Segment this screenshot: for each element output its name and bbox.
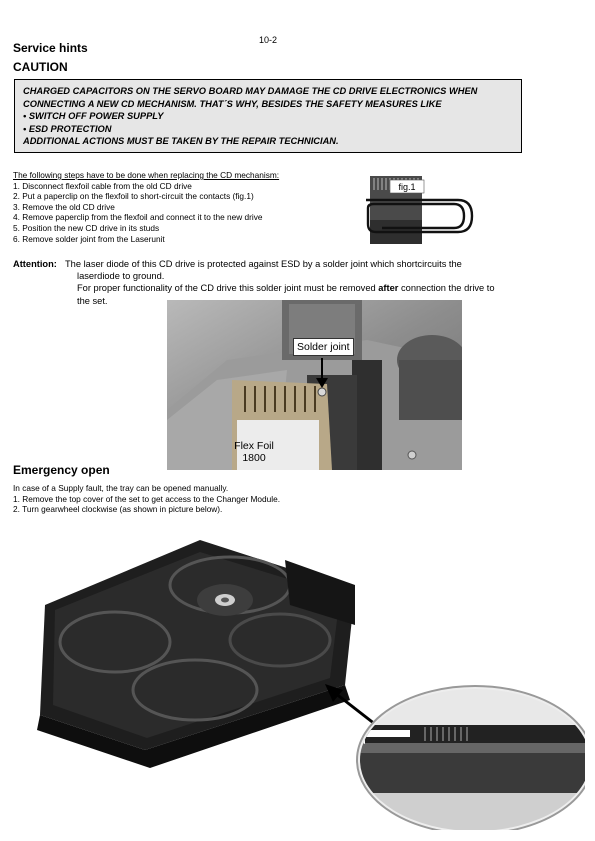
caution-line: ADDITIONAL ACTIONS MUST BE TAKEN BY THE REPAIR TECHNICIAN. xyxy=(23,136,339,146)
caution-line: CONNECTING A NEW CD MECHANISM. THAT´S WHY, BESIDES THE SAFETY MEASURES LIKE xyxy=(23,98,442,109)
page-number: 10-2 xyxy=(259,35,278,45)
step-item: 6. Remove solder joint from the Laserunit xyxy=(13,233,165,244)
attention-line: the set. xyxy=(77,295,108,306)
figure-paperclip-flexfoil xyxy=(360,170,478,250)
step-item: 1. Disconnect flexfoil cable from the old CD drive xyxy=(13,180,192,191)
steps-list xyxy=(13,181,279,245)
emergency-line: 2. Turn gearwheel clockwise (as shown in picture below). xyxy=(13,504,223,515)
attention-line: The laser diode of this CD drive is protected against ESD by a solder joint which shortcircuits the xyxy=(65,259,462,269)
caution-box xyxy=(14,79,522,153)
caution-line: • SWITCH OFF POWER SUPPLY xyxy=(23,111,164,121)
attention-label: Attention: xyxy=(13,259,57,269)
step-item: 3. Remove the old CD drive xyxy=(13,201,115,212)
emergency-line: 1. Remove the top cover of the set to get access to the Changer Module. xyxy=(13,493,281,504)
flex-foil-label xyxy=(229,440,279,464)
step-item: 4. Remove paperclip from the flexfoil and connect it to the new drive xyxy=(13,212,263,223)
fig1-label: fig.1 xyxy=(398,182,416,192)
caution-heading: CAUTION xyxy=(13,60,68,74)
attention-line: laserdiode to ground. xyxy=(77,271,165,282)
steps-intro: The following steps have to be done when replacing the CD mechanism: xyxy=(13,170,280,180)
emergency-line: In case of a Supply fault, the tray can be opened manually. xyxy=(13,483,229,493)
solder-joint-photo xyxy=(167,300,462,470)
attention-text: For proper functionality of the CD drive this solder joint must be removed xyxy=(77,283,379,294)
cd-drive-photo-illustration xyxy=(167,300,462,470)
emergency-open-heading: Emergency open xyxy=(13,463,110,477)
caution-line: • ESD PROTECTION xyxy=(23,123,112,134)
replacement-steps xyxy=(13,170,279,244)
attention-line-with-emphasis xyxy=(77,282,523,294)
paperclip-flexfoil-illustration xyxy=(360,170,478,250)
caution-line: CHARGED CAPACITORS ON THE SERVO BOARD MAY DAMAGE THE CD DRIVE ELECTRONICS WHEN xyxy=(23,86,478,96)
step-item: 2. Put a paperclip on the flexfoil to short-circuit the contacts (fig.1) xyxy=(13,191,254,202)
changer-module-photo xyxy=(25,530,585,830)
flex-foil-label-line: 1800 xyxy=(242,452,266,464)
attention-text: connection the drive to xyxy=(398,283,495,294)
flex-foil-label-line: Flex Foil xyxy=(234,440,274,452)
changer-module-illustration xyxy=(25,530,585,830)
step-item: 5. Position the new CD drive in its studs xyxy=(13,222,160,233)
service-hints-heading: Service hints xyxy=(13,41,88,55)
emergency-instructions xyxy=(13,483,280,515)
attention-emphasis: after xyxy=(378,283,399,294)
solder-joint-label: Solder joint xyxy=(293,338,354,356)
